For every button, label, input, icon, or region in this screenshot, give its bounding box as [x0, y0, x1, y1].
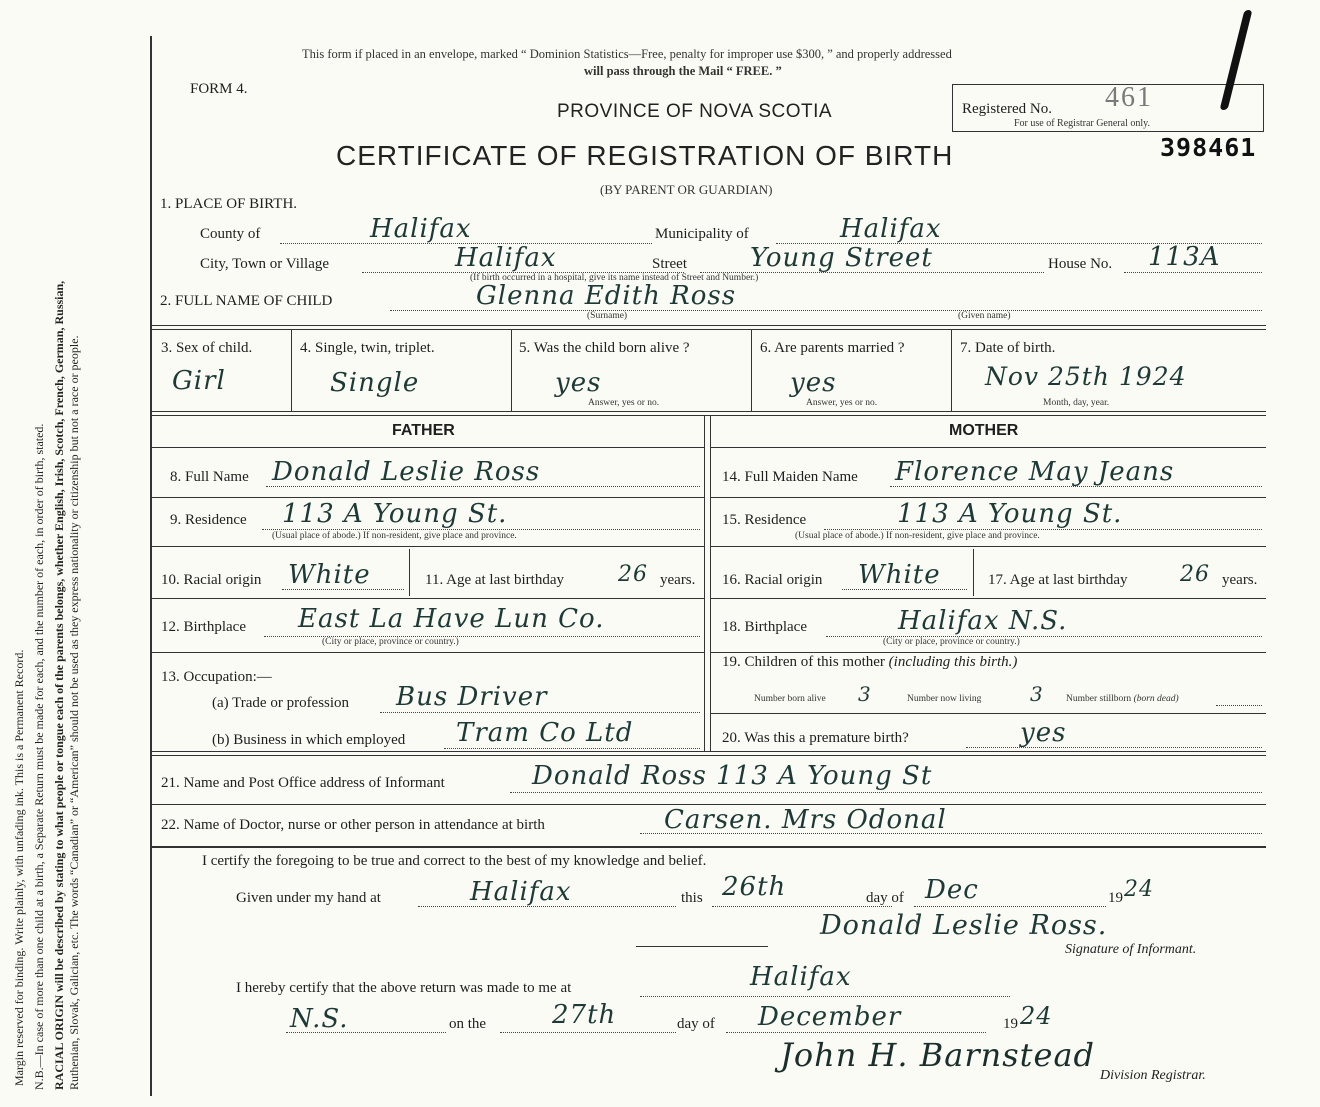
given-month-value: Dec: [925, 875, 979, 905]
county-label: County of: [200, 226, 261, 242]
father-birthplace-value: East La Have Lun Co.: [298, 604, 605, 634]
municipality-label: Municipality of: [655, 226, 749, 242]
father-race-value: White: [288, 560, 371, 590]
margin-note-1: Margin reserved for binding. Write plainly, with unfading ink. This is a Permanent Record.: [12, 649, 26, 1086]
certify-statement: I certify the foregoing to be true and correct to the best of my knowledge and belief.: [202, 853, 707, 869]
margin-note-4: Ruthenian, Slovak, Galician, etc. The words “Canadian” or “American” should not be used as they express nationality or citizenship but not a race or people.: [67, 335, 81, 1090]
registration-place-value: Halifax: [750, 962, 852, 992]
born-alive-value: yes: [555, 368, 602, 398]
registrar-statement: I hereby certify that the above return was made to me at: [236, 980, 572, 996]
born-alive-count-label: Number born alive: [754, 694, 826, 704]
trade-value: Bus Driver: [396, 682, 548, 712]
children-label-text: 19. Children of this mother: [722, 654, 885, 670]
plurality-label: 4. Single, twin, triplet.: [300, 340, 435, 356]
father-race-label: 10. Racial origin: [161, 572, 262, 588]
parents-married-value: yes: [790, 368, 837, 398]
registration-place-province: N.S.: [290, 1004, 349, 1034]
father-birthplace-note: (City or place, province or country.): [322, 637, 459, 647]
mother-age-value: 26: [1180, 562, 1210, 587]
children-label-italic: (including this birth.): [888, 654, 1018, 670]
given-place-value: Halifax: [470, 877, 572, 907]
house-number-label: House No.: [1048, 256, 1113, 272]
mother-residence-note: (Usual place of abode.) If non-resident, give place and province.: [795, 531, 1040, 541]
informant-label: 21. Name and Post Office address of Informant: [161, 775, 445, 791]
registered-number-stamp: 461: [1105, 82, 1153, 113]
place-of-birth-heading: 1. PLACE OF BIRTH.: [160, 196, 298, 212]
informant-value: Donald Ross 113 A Young St: [532, 761, 933, 791]
house-number-value: 113A: [1148, 242, 1221, 272]
father-heading: FATHER: [392, 422, 455, 439]
informant-signature: Donald Leslie Ross.: [820, 910, 1108, 941]
sex-value: Girl: [172, 366, 226, 396]
sex-label: 3. Sex of child.: [161, 340, 253, 356]
father-name-value: Donald Leslie Ross: [272, 457, 541, 487]
born-alive-note: Answer, yes or no.: [588, 398, 660, 408]
registration-day-of-label: day of: [677, 1016, 715, 1032]
surname-note: (Surname): [587, 311, 628, 321]
child-name-value: Glenna Edith Ross: [476, 281, 737, 311]
margin-notes: [12, 30, 82, 1090]
mother-birthplace-note: (City or place, province or country.): [883, 637, 1020, 647]
father-residence-note: (Usual place of abode.) If non-resident, give place and province.: [272, 531, 517, 541]
dob-value: Nov 25th 1924: [985, 362, 1187, 391]
mother-race-value: White: [858, 560, 941, 590]
mother-age-years: years.: [1222, 572, 1258, 588]
business-value: Tram Co Ltd: [456, 718, 634, 748]
child-name-label: 2. FULL NAME OF CHILD: [160, 293, 333, 309]
mother-heading: MOTHER: [949, 422, 1019, 439]
given-year-prefix: 19: [1108, 890, 1123, 906]
mother-birthplace-value: Halifax N.S.: [898, 606, 1068, 636]
city-label: City, Town or Village: [200, 256, 330, 272]
stillborn-label-text: Number stillborn: [1066, 694, 1132, 704]
registered-label: Registered No.: [962, 101, 1052, 117]
registrar-label: Division Registrar.: [1100, 1068, 1206, 1083]
children-label: [722, 654, 1017, 671]
living-count-label: Number now living: [907, 694, 982, 704]
born-alive-count-value: 3: [858, 682, 872, 706]
mother-residence-value: 113 A Young St.: [897, 499, 1123, 529]
certificate-number: 398461: [1160, 133, 1257, 162]
premature-value: yes: [1020, 718, 1067, 748]
mother-birthplace-label: 18. Birthplace: [722, 619, 807, 635]
given-name-note: (Given name): [958, 311, 1011, 321]
street-label: Street: [652, 256, 687, 272]
margin-note-3: RACIAL ORIGIN will be described by stating to what people or tongue each of the parents belongs, whether English, Irish, Scotch, French, German, Russian,: [52, 280, 66, 1090]
city-value: Halifax: [455, 243, 557, 273]
registration-year-value: 24: [1020, 1002, 1053, 1030]
father-birthplace-label: 12. Birthplace: [161, 619, 246, 635]
page-subtitle: (BY PARENT OR GUARDIAN): [600, 182, 773, 197]
parents-married-label: 6. Are parents married ?: [760, 340, 905, 356]
registrar-note: For use of Registrar General only.: [1014, 118, 1150, 129]
margin-note-2: N.B.—In case of more than one child at a birth, a Separate Return must be made for each, and the number of each, in order of birth, stated.: [32, 423, 46, 1090]
doctor-value: Carsen. Mrs Odonal: [664, 805, 947, 835]
mother-residence-label: 15. Residence: [722, 512, 807, 528]
stillborn-count-label: [1066, 694, 1179, 704]
doctor-label: 22. Name of Doctor, nurse or other person in attendance at birth: [161, 817, 545, 833]
given-day-of-label: day of: [866, 890, 904, 906]
street-value: Young Street: [750, 243, 933, 273]
dob-label: 7. Date of birth.: [960, 340, 1056, 356]
province-heading: PROVINCE OF NOVA SCOTIA: [557, 101, 833, 122]
parents-married-note: Answer, yes or no.: [806, 398, 878, 408]
father-name-label: 8. Full Name: [170, 469, 249, 485]
mother-name-value: Florence May Jeans: [895, 457, 1175, 487]
envelope-note-1: This form if placed in an envelope, marked “ Dominion Statistics—Free, penalty for improper use $300, ” and properly addressed: [302, 47, 952, 61]
binding-margin-line: [150, 36, 152, 1096]
signature-label: Signature of Informant.: [1065, 942, 1197, 957]
mother-race-label: 16. Racial origin: [722, 572, 823, 588]
business-label: (b) Business in which employed: [212, 732, 406, 748]
form-number: FORM 4.: [190, 81, 248, 97]
given-this-label: this: [681, 890, 703, 906]
dob-note: Month, day, year.: [1043, 398, 1110, 408]
mother-age-label: 17. Age at last birthday: [988, 572, 1128, 588]
county-value: Halifax: [370, 214, 472, 244]
envelope-note-2: will pass through the Mail “ FREE. ”: [584, 64, 782, 78]
occupation-label: 13. Occupation:—: [161, 669, 272, 685]
father-age-years: years.: [660, 572, 696, 588]
father-residence-value: 113 A Young St.: [282, 499, 508, 529]
page-title: CERTIFICATE OF REGISTRATION OF BIRTH: [336, 140, 954, 171]
registration-day-value: 27th: [552, 1000, 617, 1030]
given-year-value: 24: [1124, 877, 1154, 902]
registrar-signature: John H. Barnstead: [780, 1036, 1096, 1074]
stillborn-label-italic: (born dead): [1133, 694, 1179, 704]
plurality-value: Single: [330, 368, 420, 398]
trade-label: (a) Trade or profession: [212, 695, 350, 711]
registration-on-the-label: on the: [449, 1016, 487, 1032]
given-under-label: Given under my hand at: [236, 890, 381, 906]
premature-label: 20. Was this a premature birth?: [722, 730, 909, 746]
living-count-value: 3: [1030, 682, 1044, 706]
father-age-label: 11. Age at last birthday: [425, 572, 564, 588]
municipality-value: Halifax: [840, 214, 942, 244]
registration-month-value: December: [758, 1002, 902, 1032]
mother-name-label: 14. Full Maiden Name: [722, 469, 858, 485]
father-age-value: 26: [618, 562, 648, 587]
hospital-note: (If birth occurred in a hospital, give its name instead of Street and Number.): [470, 273, 759, 283]
registration-year-prefix: 19: [1003, 1016, 1018, 1032]
born-alive-label: 5. Was the child born alive ?: [519, 340, 690, 356]
father-residence-label: 9. Residence: [170, 512, 247, 528]
given-day-value: 26th: [722, 872, 787, 902]
